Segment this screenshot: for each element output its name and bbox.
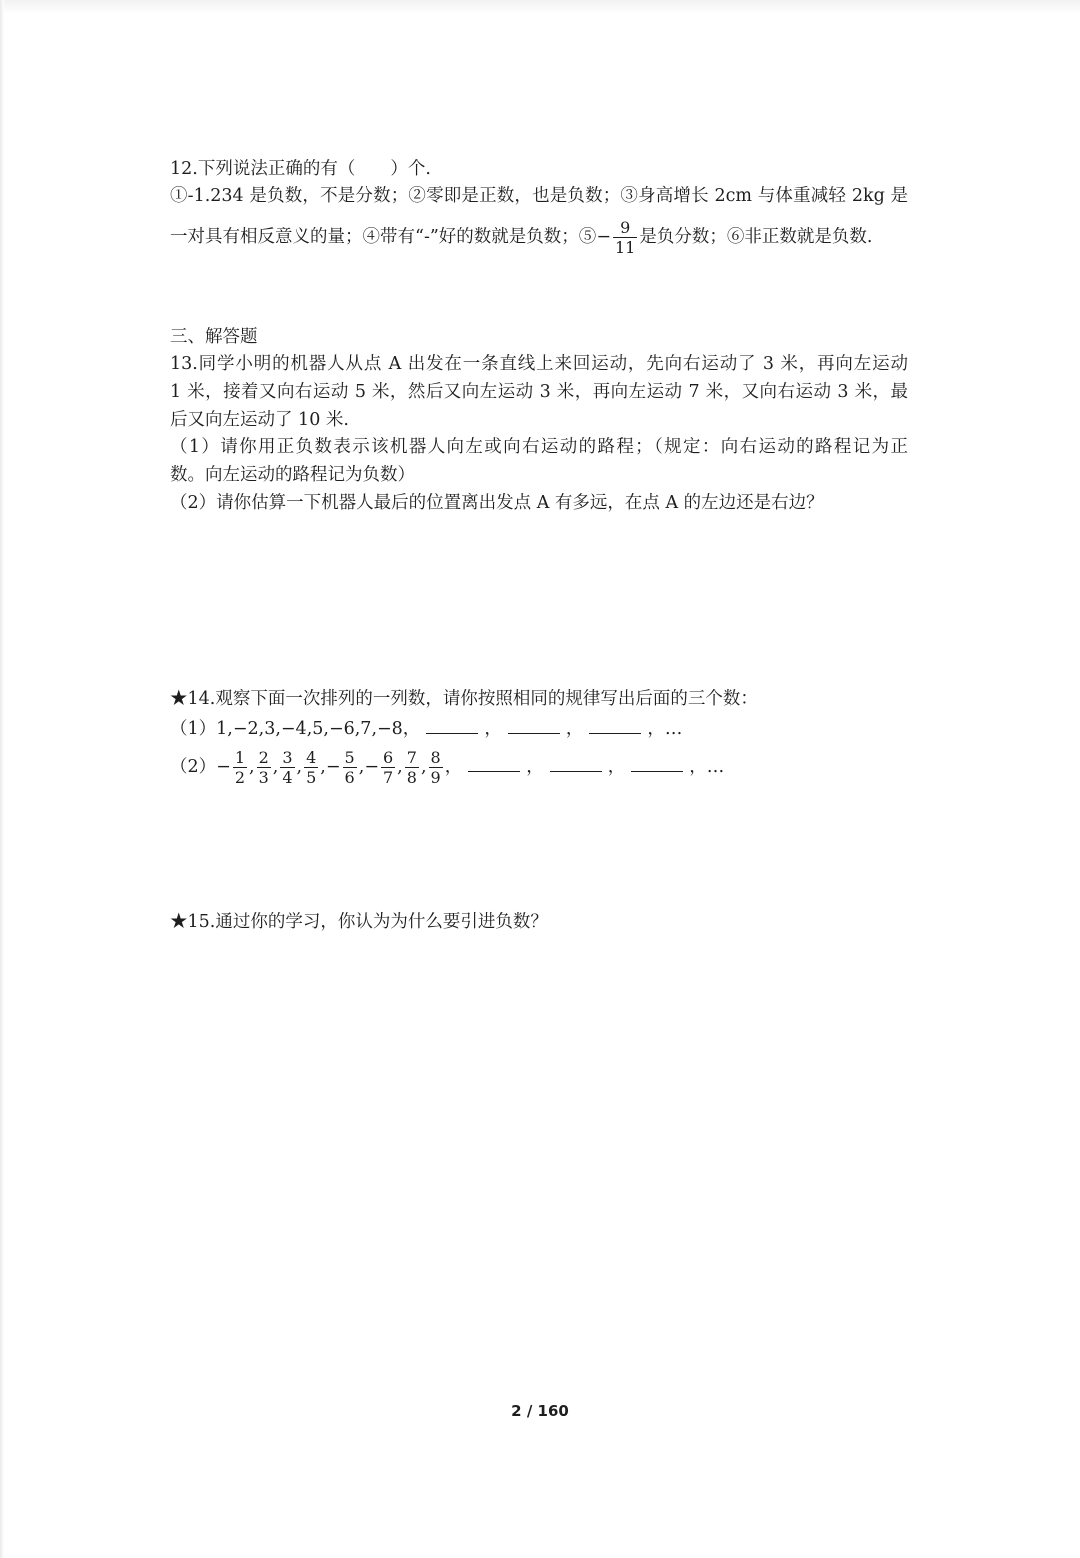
- sequence-fraction: [429, 748, 443, 787]
- term-separator: ,: [358, 757, 365, 777]
- term-separator: ,: [420, 757, 427, 777]
- term-separator: ，: [444, 757, 463, 777]
- sequence-fraction: [381, 748, 395, 787]
- fraction-denominator: 5: [306, 768, 317, 787]
- fraction-denominator: 4: [282, 768, 293, 787]
- q12-line2: [170, 218, 872, 257]
- q14-part2: [170, 748, 724, 787]
- fraction-numerator: 1: [234, 748, 245, 767]
- q13-line1: 13.同学小明的机器人从点 A 出发在一条直线上来回运动，先向右运动了 3 米，再向左运动: [170, 354, 908, 374]
- q15-title: ★15.通过你的学习，你认为为什么要引进负数？: [170, 912, 548, 932]
- q14-part1: [170, 715, 682, 740]
- section-heading: 三、解答题: [170, 327, 258, 347]
- term-separator: ,: [272, 757, 279, 777]
- q13-part2: （2）请你估算一下机器人最后的位置离出发点 A 有多远，在点 A 的左边还是右边？: [170, 493, 824, 513]
- fraction-denominator: 7: [382, 768, 394, 787]
- term-sign: −: [325, 757, 341, 777]
- ellipsis: …: [664, 719, 683, 739]
- q14-part1-label: （1）: [170, 719, 217, 739]
- term-separator: ,: [296, 757, 303, 777]
- ellipsis: …: [706, 757, 725, 777]
- q14-part1-sequence: 1,−2,3,−4,5,−6,7,−8，: [216, 719, 421, 739]
- fraction-numerator: 3: [282, 748, 293, 767]
- q14-part2-label: （2）: [170, 757, 217, 777]
- fraction-numerator: 5: [344, 748, 355, 767]
- fraction-denominator: 9: [430, 768, 441, 787]
- q14-title: ★14.观察下面一次排列的一列数，请你按照相同的规律写出后面的三个数：: [170, 689, 758, 709]
- q13-part1-line2: 数。向左运动的路程记为负数）: [170, 465, 415, 485]
- separator: ，: [484, 719, 502, 739]
- fraction-numerator: 4: [306, 748, 317, 767]
- fraction-numerator: 7: [406, 748, 417, 767]
- sequence-fraction: [257, 748, 271, 787]
- term-sign: −: [364, 757, 379, 777]
- q12-line1: ①-1.234 是负数，不是分数；②零即是正数，也是负数；③身高增长 2cm 与体重减轻 2kg 是: [170, 186, 908, 206]
- q13-line2: 1 米，接着又向右运动 5 米，然后又向左运动 3 米，再向左运动 7 米，又向右运动 3 米，最: [170, 382, 908, 402]
- separator: ，: [607, 757, 626, 777]
- answer-blank[interactable]: [589, 715, 641, 734]
- separator: ，: [647, 719, 665, 739]
- answer-blank[interactable]: [550, 753, 602, 772]
- q14-part2-sequence: [216, 748, 463, 787]
- q12-fraction-numerator: 9: [613, 218, 637, 238]
- fraction-numerator: 2: [258, 748, 269, 767]
- scan-shadow-top: [0, 0, 1080, 14]
- separator: ，: [565, 719, 584, 739]
- answer-blank[interactable]: [631, 753, 683, 772]
- separator: ，: [689, 757, 707, 777]
- q12-minus-sign: −: [596, 227, 611, 247]
- fraction-denominator: 2: [234, 768, 245, 787]
- separator: ，: [526, 757, 544, 777]
- page-number: 2 / 160: [511, 1402, 569, 1420]
- scan-shadow-left: [0, 0, 4, 1558]
- sequence-fraction: [343, 748, 357, 787]
- sequence-fraction: [304, 748, 318, 787]
- term-separator: ,: [397, 757, 403, 777]
- q12-line2-a: 一对具有相反意义的量；④带有“-”好的数就是负数；⑤: [170, 227, 597, 247]
- answer-blank[interactable]: [468, 753, 520, 772]
- answer-blank[interactable]: [426, 715, 478, 734]
- sequence-fraction: [405, 748, 419, 787]
- sequence-fraction: [233, 748, 247, 787]
- sequence-fraction: [280, 748, 294, 787]
- fraction-denominator: 6: [344, 768, 355, 787]
- fraction-denominator: 3: [258, 768, 269, 787]
- fraction-denominator: 8: [406, 768, 417, 787]
- q12-fraction-denominator: 11: [614, 238, 636, 257]
- term-separator: ,: [320, 757, 326, 777]
- fraction-numerator: 8: [430, 748, 441, 767]
- term-sign: −: [216, 757, 231, 777]
- term-separator: ,: [249, 757, 255, 777]
- fraction-numerator: 6: [382, 748, 394, 767]
- answer-blank[interactable]: [508, 715, 560, 734]
- q12-line2-b: 是负分数；⑥非正数就是负数.: [639, 227, 873, 247]
- q12-fraction: [613, 218, 637, 257]
- q13-line3: 后又向左运动了 10 米.: [170, 410, 349, 430]
- q13-part1-line1: （1）请你用正负数表示该机器人向左或向右运动的路程；（规定：向右运动的路程记为正: [170, 437, 908, 457]
- q12-title: 12.下列说法正确的有（ ）个.: [170, 159, 431, 179]
